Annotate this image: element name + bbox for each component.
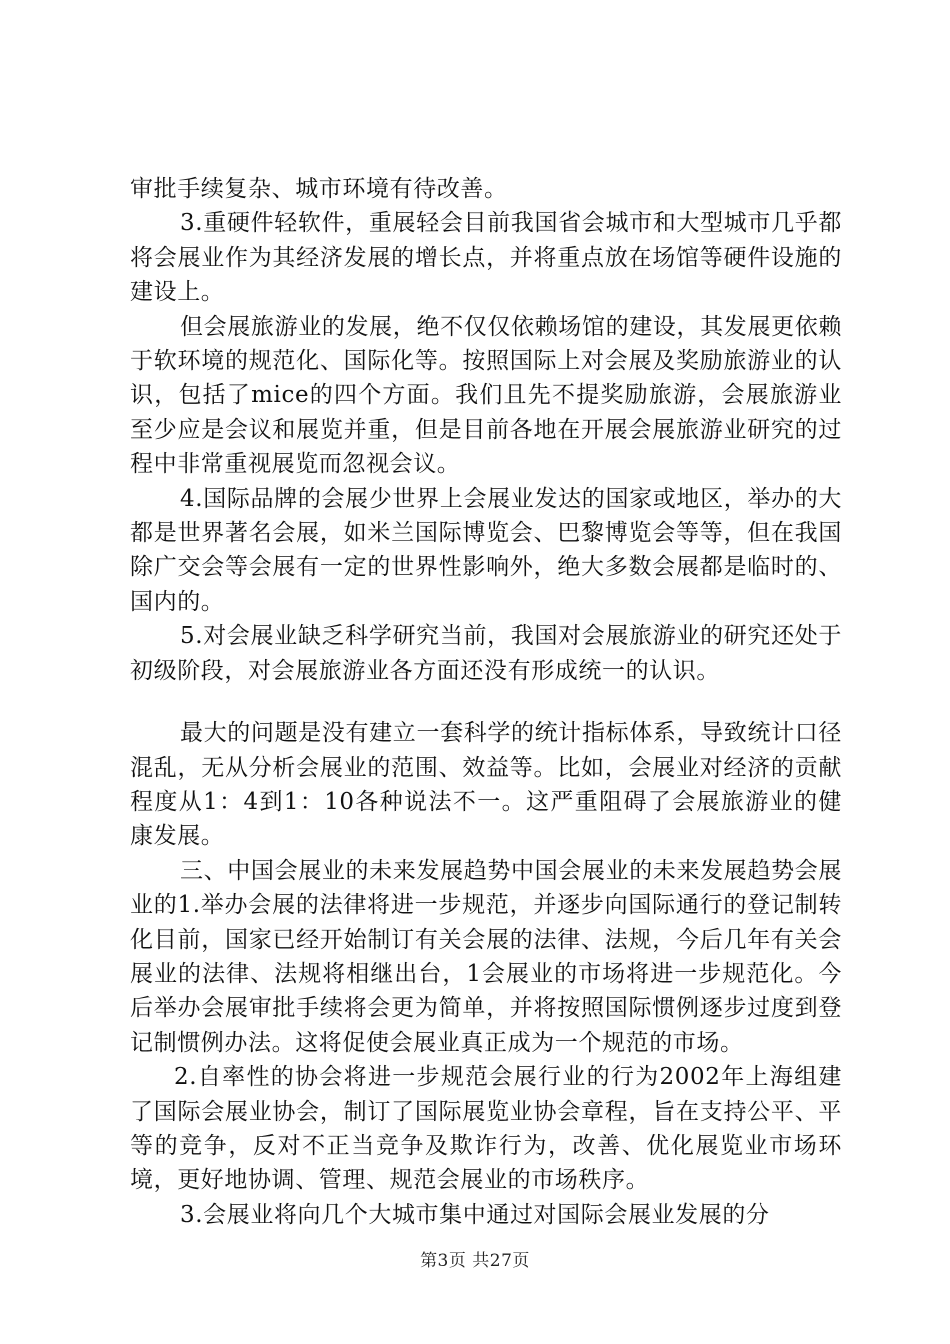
paragraph-4: 4.国际品牌的会展少世界上会展业发达的国家或地区，举办的大都是世界著名会展，如米兰国际博览会、巴黎博览会等等，但在我国除广交会等会展有一定的世界性影响外，绝大多数会展都是临时的、国内的。 [130, 485, 842, 615]
paragraph-9: 3.会展业将向几个大城市集中通过对国际会展业发展的分 [180, 1201, 770, 1228]
page-number-footer: 第3页 共27页 [420, 1251, 530, 1271]
paragraph-7: 三、中国会展业的未来发展趋势中国会展业的未来发展趋势会展业的1.举办会展的法律将进一步规范，并逐步向国际通行的登记制转化目前，国家已经开始制订有关会展的法律、法规，今后几年有关会展业的法律、法规将相继出台，1会展业的市场将进一步规范化。今后举办会展审批手续将会更为简单，并将按照国际惯例逐步过度到登记制惯例办法。这将促使会展业真正成为一个规范的市场。 [130, 857, 842, 1056]
paragraph-8: 2.自率性的协会将进一步规范会展行业的行为2002年上海组建了国际会展业协会，制订了国际展览业协会章程，旨在支持公平、平等的竞争，反对不正当竞争及欺诈行为，改善、优化展览业市场环境，更好地协调、管理、规范会展业的市场秩序。 [130, 1064, 842, 1194]
paragraph-3: 但会展旅游业的发展，绝不仅仅依赖场馆的建设，其发展更依赖于软环境的规范化、国际化等。按照国际上对会展及奖励旅游业的认识，包括了mice的四个方面。我们且先不提奖励旅游，会展旅游业至少应是会议和展览并重，但是目前各地在开展会展旅游业研究的过程中非常重视展览而忽视会议。 [130, 313, 842, 478]
paragraph-2: 3.重硬件轻软件，重展轻会目前我国省会城市和大型城市几乎都将会展业作为其经济发展的增长点，并将重点放在场馆等硬件设施的建设上。 [130, 210, 842, 306]
paragraph-6: 最大的问题是没有建立一套科学的统计指标体系，导致统计口径混乱，无从分析会展业的范围、效益等。比如，会展业对经济的贡献程度从1：4到1：10各种说法不一。这严重阻碍了会展旅游业的健康发展。 [130, 720, 842, 850]
paragraph-1: 审批手续复杂、城市环境有待改善。 [130, 176, 508, 202]
paragraph-5: 5.对会展业缺乏科学研究当前，我国对会展旅游业的研究还处于初级阶段，对会展旅游业各方面还没有形成统一的认识。 [130, 623, 842, 684]
document-body [130, 172, 842, 1232]
paragraph-gap [130, 688, 842, 716]
